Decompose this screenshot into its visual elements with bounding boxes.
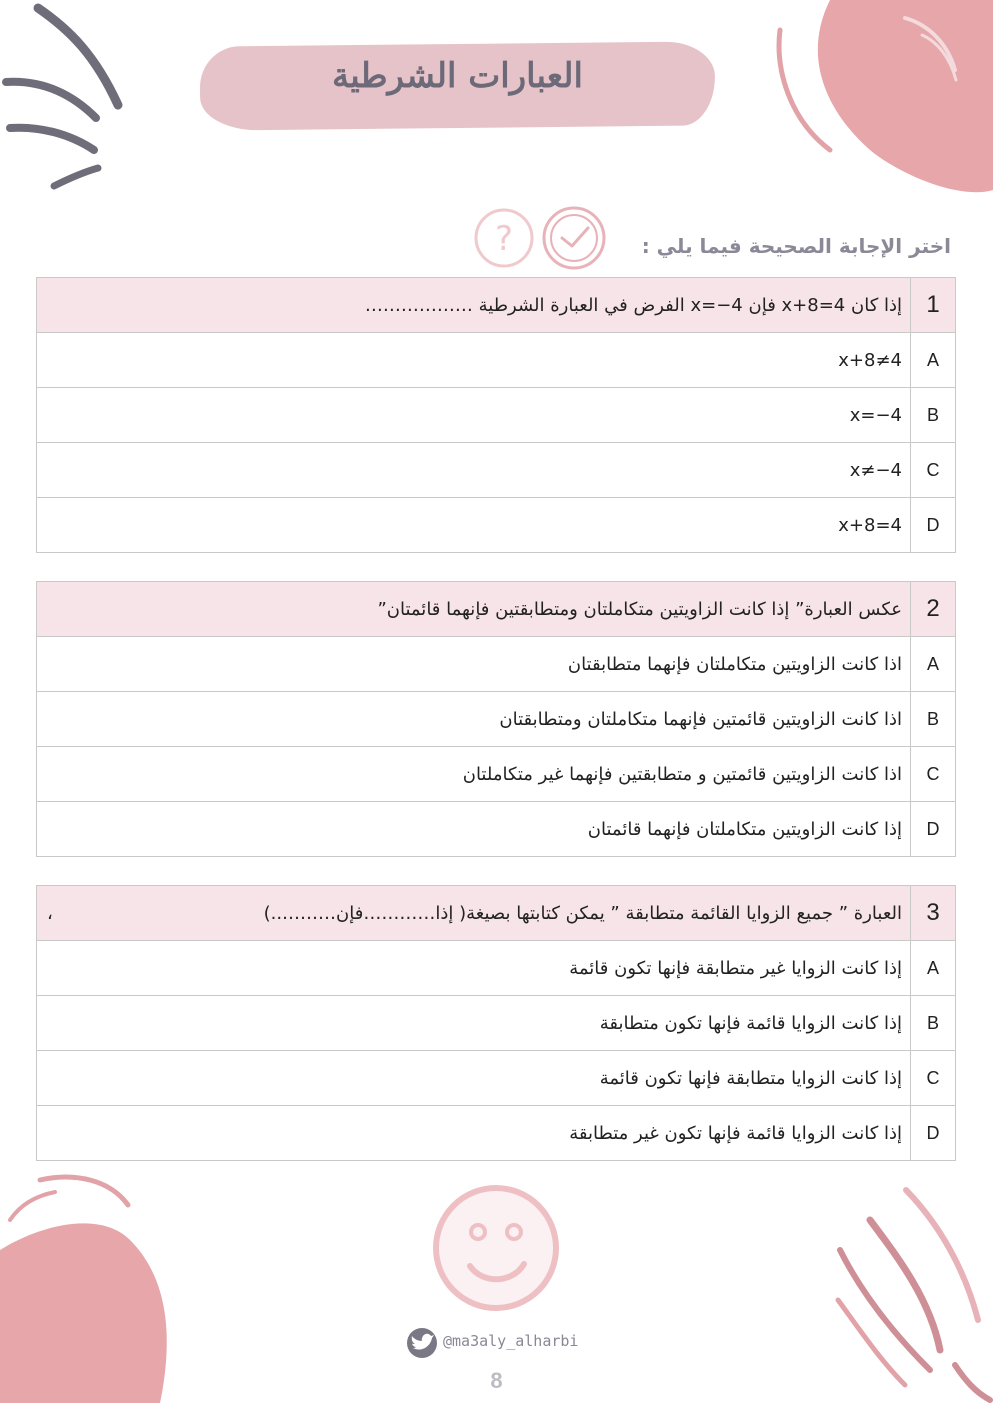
option-text: اذا كانت الزاويتين قائمتين فإنهما متكاملتان ومتطابقتان — [37, 692, 911, 747]
option-row[interactable] — [37, 1051, 956, 1106]
question-row — [37, 278, 956, 333]
svg-text:?: ? — [494, 219, 514, 259]
option-text: إذا كانت الزوايا غير متطابقة فإنها تكون قائمة — [37, 941, 911, 996]
option-text: إذا كانت الزاويتين متكاملتان فإنهما قائمتان — [37, 802, 911, 857]
question-mark-icon — [476, 210, 532, 266]
top-right-blob-decoration — [779, 0, 993, 192]
option-text: x≠−4 — [37, 443, 911, 498]
question-text: عكس العبارة” إذا كانت الزاويتين متكاملتان ومتطابقتين فإنهما قائمتان” — [37, 582, 911, 637]
question-text-body: العبارة ” جميع الزوايا القائمة متطابقة ” يمكن كتابتها بصيغة( إذا…………فإن………..) — [263, 902, 902, 924]
option-text: اذا كانت الزاويتين قائمتين و متطابقتين فإنهما غير متكاملتان — [37, 747, 911, 802]
question-number: 3 — [911, 886, 956, 941]
social-handle: @ma3aly_alharbi — [443, 1332, 579, 1350]
option-text: إذا كانت الزوايا قائمة فإنها تكون غير متطابقة — [37, 1106, 911, 1161]
question-number: 2 — [911, 582, 956, 637]
option-letter: D — [911, 498, 956, 553]
option-text: x=−4 — [37, 388, 911, 443]
option-row[interactable] — [37, 498, 956, 553]
top-left-stroke-decoration — [6, 8, 118, 186]
option-letter: B — [911, 388, 956, 443]
option-letter: C — [911, 443, 956, 498]
option-letter: C — [911, 747, 956, 802]
question-row — [37, 582, 956, 637]
option-row[interactable] — [37, 388, 956, 443]
clock-icon — [544, 208, 604, 268]
instruction-text: اختر الإجابة الصحيحة فيما يلي : — [641, 234, 951, 258]
option-text: إذا كانت الزوايا قائمة فإنها تكون متطابقة — [37, 996, 911, 1051]
option-text: x+8≠4 — [37, 333, 911, 388]
option-row[interactable] — [37, 747, 956, 802]
option-letter: B — [911, 996, 956, 1051]
option-row[interactable] — [37, 692, 956, 747]
option-letter: C — [911, 1051, 956, 1106]
option-letter: D — [911, 802, 956, 857]
question-trailing-mark: ، — [47, 902, 53, 924]
option-text: x+8=4 — [37, 498, 911, 553]
option-letter: D — [911, 1106, 956, 1161]
option-row[interactable] — [37, 1106, 956, 1161]
option-row[interactable] — [37, 802, 956, 857]
option-row[interactable] — [37, 637, 956, 692]
twitter-bird-icon — [407, 1328, 437, 1358]
question-row — [37, 886, 956, 941]
option-row[interactable] — [37, 443, 956, 498]
option-letter: A — [911, 333, 956, 388]
option-letter: A — [911, 637, 956, 692]
smiley-face-icon — [436, 1188, 556, 1308]
question-table-2 — [36, 581, 956, 857]
option-text: إذا كانت الزوايا متطابقة فإنها تكون قائمة — [37, 1051, 911, 1106]
option-text: اذا كانت الزاويتين متكاملتان فإنهما متطابقتان — [37, 637, 911, 692]
option-row[interactable] — [37, 941, 956, 996]
question-table-1 — [36, 277, 956, 553]
page-number: 8 — [490, 1368, 503, 1393]
option-row[interactable] — [37, 996, 956, 1051]
question-table-3 — [36, 885, 956, 1161]
page-title: العبارات الشرطية — [332, 56, 583, 96]
option-letter: B — [911, 692, 956, 747]
question-text: إذا كان x+8=4 فإن x=−4 الفرض في العبارة الشرطية ……………… — [37, 278, 911, 333]
option-letter: A — [911, 941, 956, 996]
option-row[interactable] — [37, 333, 956, 388]
question-number: 1 — [911, 278, 956, 333]
question-text — [37, 886, 911, 941]
